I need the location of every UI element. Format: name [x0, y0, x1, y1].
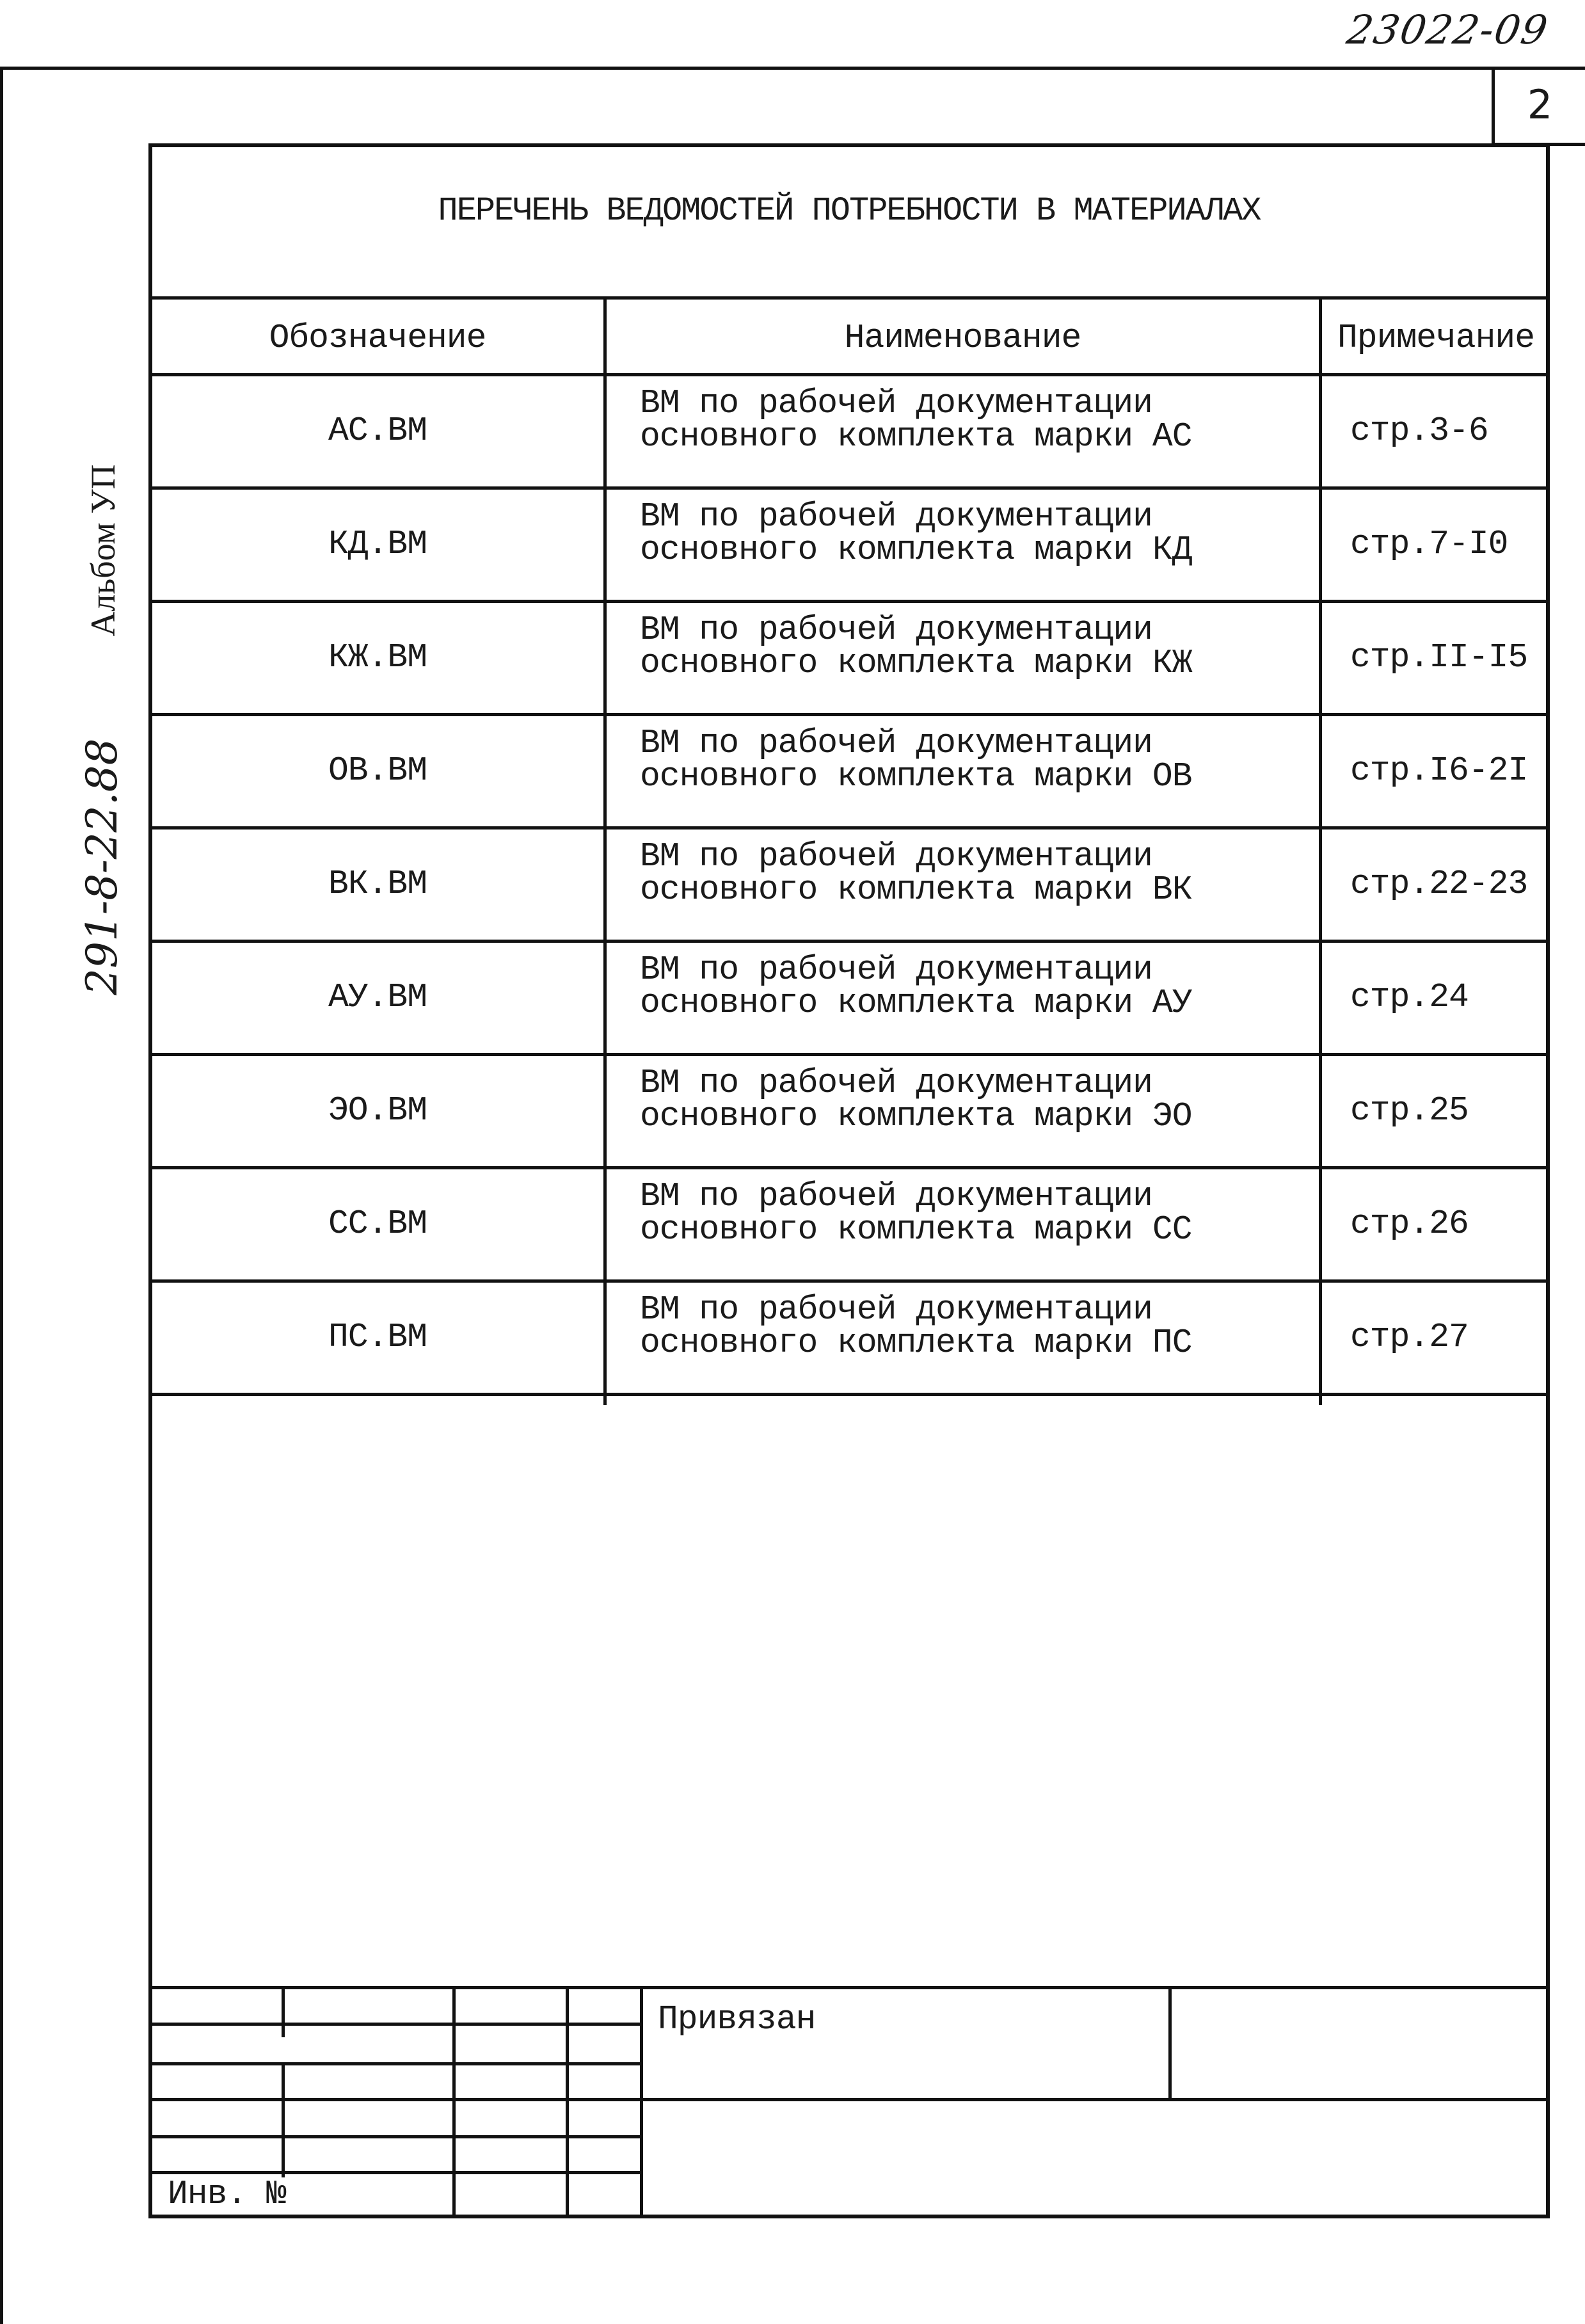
- sheet-number: [1492, 67, 1585, 146]
- row-name: [640, 1283, 1312, 1391]
- row-designation: СС.ВМ: [328, 1205, 427, 1243]
- row-name: [640, 603, 1312, 712]
- row-name-line-2: основного комплекта марки ЭО: [640, 1097, 1192, 1135]
- row-designation: ВК.ВМ: [328, 865, 427, 903]
- row-name-line-2: основного комплекта марки КД: [640, 531, 1192, 569]
- stamp-col-5: [1168, 1986, 1172, 2100]
- row-name-line-2: основного комплекта марки АУ: [640, 984, 1192, 1022]
- row-note: стр.27: [1350, 1318, 1469, 1356]
- row-name-line-1: ВМ по рабочей документации: [640, 611, 1152, 649]
- stamp-col-1: [282, 1986, 285, 2037]
- column-divider-2: [1319, 296, 1322, 1405]
- row-name: [640, 490, 1312, 598]
- row-name-line-1: ВМ по рабочей документации: [640, 384, 1152, 422]
- row-name: [640, 1169, 1312, 1278]
- stamp-col-4: [640, 1986, 643, 2218]
- series-label: 291-8-22.88: [77, 738, 127, 995]
- inventory-label: Инв. №: [168, 2175, 286, 2213]
- row-name: [640, 376, 1312, 485]
- row-name: [640, 829, 1312, 938]
- row-name-line-2: основного комплекта марки ПС: [640, 1324, 1192, 1362]
- row-note: стр.3-6: [1350, 412, 1488, 450]
- row-name-line-1: ВМ по рабочей документации: [640, 724, 1152, 762]
- row-note: стр.24: [1350, 978, 1469, 1016]
- row-designation: КЖ.ВМ: [328, 638, 427, 677]
- row-designation: ПС.ВМ: [328, 1318, 427, 1356]
- row-designation: ЭО.ВМ: [328, 1091, 427, 1130]
- album-label: Альбом УП: [84, 464, 122, 637]
- row-designation: КД.ВМ: [328, 525, 427, 563]
- page-title: ПЕРЕЧЕНЬ ВЕДОМОСТЕЙ ПОТРЕБНОСТИ В МАТЕРИАЛАХ: [438, 192, 1261, 230]
- row-name: [640, 716, 1312, 825]
- row-name-line-2: основного комплекта марки АС: [640, 417, 1192, 456]
- stamp-col-3: [566, 1986, 569, 2218]
- stamp-col-2: [452, 1986, 456, 2218]
- stamp-line-4: [148, 2098, 1550, 2101]
- row-name-line-1: ВМ по рабочей документации: [640, 950, 1152, 989]
- header-name: Наименование: [844, 319, 1081, 357]
- row-note: стр.I6-2I: [1350, 751, 1528, 790]
- header-note: Примечание: [1337, 319, 1535, 357]
- row-note: стр.22-23: [1350, 865, 1528, 903]
- row-name: [640, 1056, 1312, 1165]
- row-name-line-1: ВМ по рабочей документации: [640, 1177, 1152, 1215]
- row-name-line-2: основного комплекта марки ВК: [640, 870, 1192, 909]
- row-name-line-1: ВМ по рабочей документации: [640, 497, 1152, 536]
- row-designation: АУ.ВМ: [328, 978, 427, 1016]
- stamp-col-1b: [282, 2062, 285, 2177]
- stamp-top-line: [148, 1986, 1550, 1989]
- row-note: стр.26: [1350, 1205, 1469, 1243]
- row-name-line-2: основного комплекта марки ОВ: [640, 757, 1192, 796]
- row-name: [640, 943, 1312, 1052]
- row-name-line-1: ВМ по рабочей документации: [640, 1064, 1152, 1102]
- row-name-line-2: основного комплекта марки СС: [640, 1210, 1192, 1249]
- row-name-line-1: ВМ по рабочей документации: [640, 1290, 1152, 1329]
- row-designation: АС.ВМ: [328, 412, 427, 450]
- row-name-line-2: основного комплекта марки КЖ: [640, 644, 1192, 682]
- row-note: стр.25: [1350, 1091, 1469, 1130]
- row-note: стр.7-I0: [1350, 525, 1508, 563]
- attached-label: Привязан: [658, 2000, 816, 2039]
- row-divider: [148, 1393, 1550, 1396]
- row-name-line-1: ВМ по рабочей документации: [640, 837, 1152, 876]
- row-designation: ОВ.ВМ: [328, 751, 427, 790]
- row-note: стр.II-I5: [1350, 638, 1528, 677]
- document-number: 23022-09: [1343, 6, 1552, 53]
- sheet-number-value: 2: [1527, 81, 1553, 128]
- header-designation: Обозначение: [269, 319, 486, 357]
